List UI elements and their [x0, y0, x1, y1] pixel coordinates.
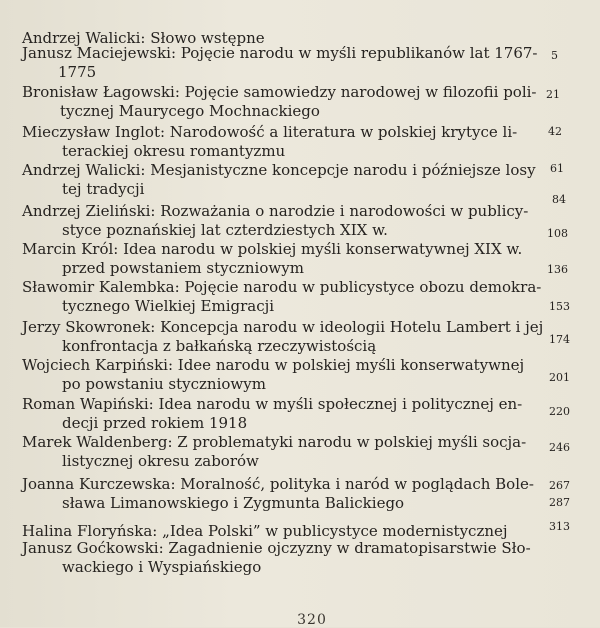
entry-line: decji przed rokiem 1918	[62, 414, 248, 432]
entry-line: Marek Waldenberg: Z problematyki narodu w polskiej myśli socja-	[22, 433, 527, 451]
entry-line: wackiego i Wyspiańskiego	[62, 558, 262, 576]
entry-line: sława Limanowskiego i Zygmunta Balickiego	[62, 494, 405, 512]
entry-line: Andrzej Zieliński: Rozważania o narodzie i narodowości w publicy-	[22, 202, 529, 220]
page-number: 220	[549, 405, 570, 418]
entry-line: Andrzej Walicki: Słowo wstępne	[22, 29, 265, 47]
entry-line: Roman Wapiński: Idea narodu w myśli społecznej i politycznej en-	[22, 395, 523, 413]
page-number: 313	[549, 520, 570, 533]
page-number: 201	[549, 371, 570, 384]
entry-line: 1775	[58, 63, 97, 81]
entry-line: Andrzej Walicki: Mesjanistyczne koncepcje narodu i późniejsze losy	[22, 161, 536, 179]
entry-line: Halina Floryńska: „Idea Polski” w publicystyce modernistycznej	[22, 522, 508, 540]
entry-line: po powstaniu styczniowym	[62, 375, 266, 393]
page-number: 153	[549, 300, 570, 313]
page-number: 108	[547, 227, 568, 240]
entry-line: tycznej Maurycego Mochnackiego	[60, 102, 320, 120]
entry-line: Joanna Kurczewska: Moralność, polityka i naród w poglądach Bole-	[22, 475, 534, 493]
entry-line: Marcin Król: Idea narodu w polskiej myśli konserwatywnej XIX w.	[22, 240, 523, 258]
page-number: 287	[549, 496, 570, 509]
entry-line: przed powstaniem styczniowym	[62, 259, 304, 277]
entry-line: styce poznańskiej lat czterdziestych XIX w.	[62, 221, 388, 239]
page-number: 61	[550, 162, 564, 175]
page-number: 246	[549, 441, 570, 454]
entry-line: Jerzy Skowronek: Koncepcja narodu w ideologii Hotelu Lambert i jej	[22, 318, 544, 336]
entry-line: Janusz Maciejewski: Pojęcie narodu w myśli republikanów lat 1767-	[22, 44, 538, 62]
entry-line: Sławomir Kalembka: Pojęcie narodu w publicystyce obozu demokra-	[22, 278, 542, 296]
page-number: 267	[549, 479, 570, 492]
folio-page-number: 320	[297, 612, 327, 628]
page-number: 84	[552, 193, 566, 206]
entry-line: tycznego Wielkiej Emigracji	[62, 297, 275, 315]
page-number: 42	[548, 125, 562, 138]
page-number: 174	[549, 333, 570, 346]
entry-line: listycznej okresu zaborów	[62, 452, 259, 470]
entry-line: Mieczysław Inglot: Narodowość a literatura w polskiej krytyce li-	[22, 123, 518, 141]
entry-line: terackiej okresu romantyzmu	[62, 142, 286, 160]
entry-line: Janusz Goćkowski: Zagadnienie ojczyzny w dramatopisarstwie Sło-	[22, 539, 531, 557]
entry-line: Bronisław Łagowski: Pojęcie samowiedzy narodowej w filozofii poli-	[22, 83, 537, 101]
entry-line: Wojciech Karpiński: Idee narodu w polskiej myśli konserwatywnej	[22, 356, 525, 374]
page-number: 5	[551, 49, 558, 62]
entry-line: tej tradycji	[62, 180, 145, 198]
page-number: 21	[546, 88, 560, 101]
entry-line: konfrontacja z bałkańską rzeczywistością	[62, 337, 377, 355]
page-number: 136	[547, 263, 568, 276]
